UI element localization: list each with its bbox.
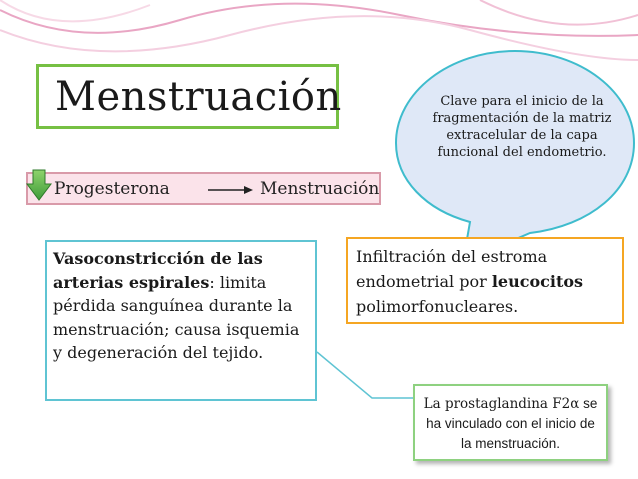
title-text: Menstruación [55,73,342,120]
prostaglandin-text-sans: se ha vinculado con el inicio de la menstruación. [426,396,598,451]
menstruation-label: Menstruación [260,179,380,199]
prostaglandin-box [413,384,608,461]
progesterone-label: Progesterona [54,179,170,199]
vasoconstriction-bold: Vasoconstricción de las arterias espirales [53,249,263,292]
infiltration-text-before: Infiltración del estroma endometrial por [356,247,548,291]
vasoconstriction-box [45,240,317,401]
vasoconstriction-text: : limita pérdida sanguínea durante la menstruación; causa isquemia y degeneración del tejido. [53,272,300,362]
infiltration-box [346,237,624,324]
infiltration-bold: leucocitos [491,272,584,291]
callout-text: Clave para el inicio de la fragmentación de la matriz extracelular de la capa funcional del endometrio. [432,94,612,160]
prostaglandin-text-serif: La prostaglandina F2α [423,396,580,412]
infiltration-text-after: polimorfonucleares. [356,297,519,316]
